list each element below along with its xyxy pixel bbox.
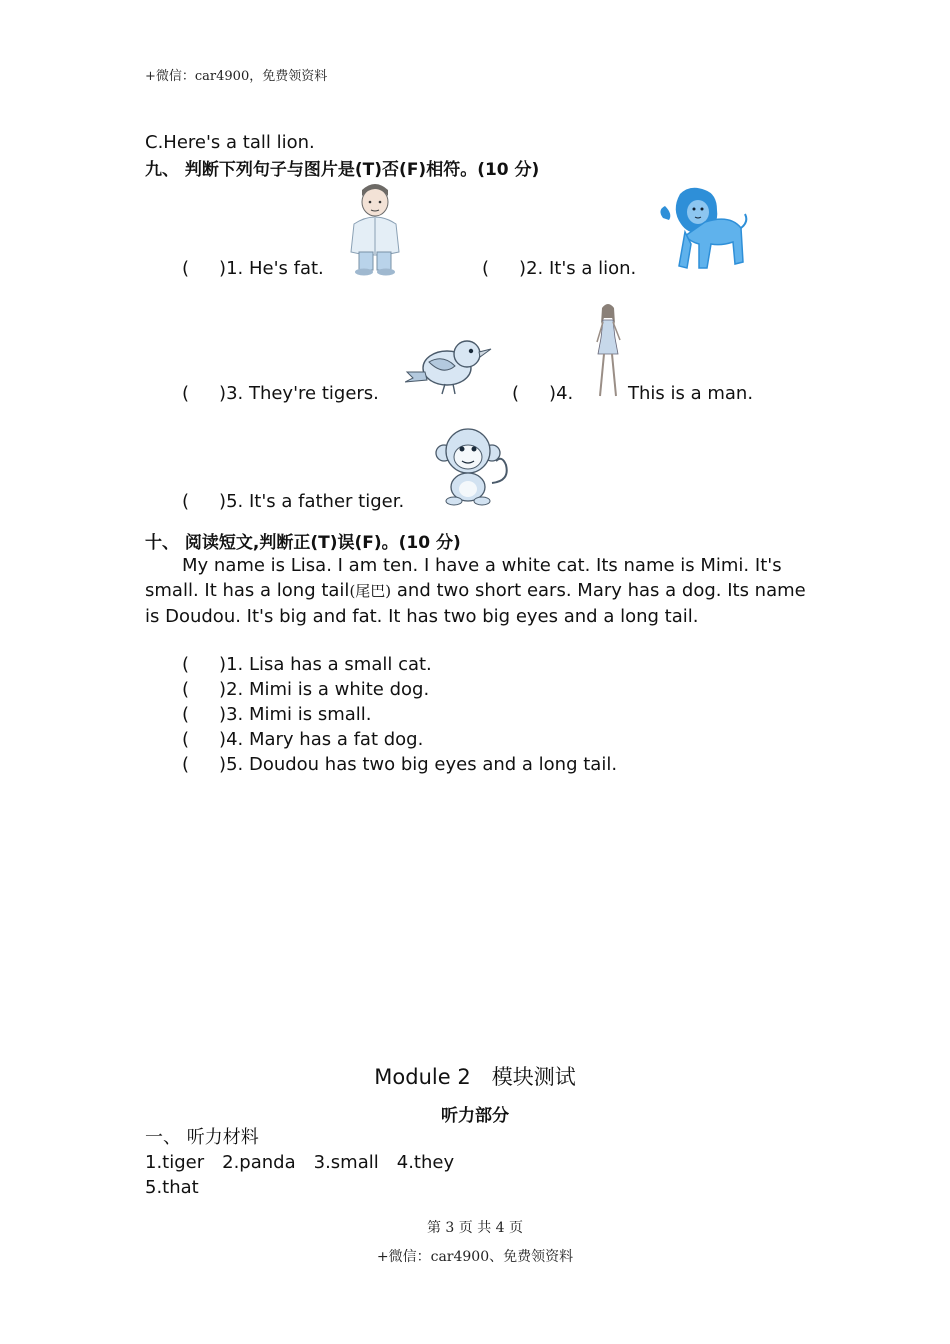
watermark-top: +微信：car4900，免费领资料 bbox=[145, 69, 328, 84]
passage-part-a: My name is Lisa. I am ten. I have a white cat. Its name is Mimi. It's small. It has a long tail bbox=[145, 555, 782, 601]
answer-blank-close: ) bbox=[519, 258, 527, 279]
s9-item3 bbox=[182, 381, 379, 406]
reading-passage bbox=[145, 553, 810, 629]
s10-item1 bbox=[182, 652, 432, 677]
answer-blank-open[interactable]: ( bbox=[182, 654, 190, 675]
s9-item4-text-after: This is a man. bbox=[628, 383, 754, 404]
page-number: 第 3 页 共 4 页 bbox=[426, 1220, 524, 1236]
answer-blank-close: ) bbox=[219, 754, 227, 775]
s9-item2-text: 2. It's a lion. bbox=[526, 258, 637, 279]
listening-subtitle: 听力部分 bbox=[441, 1106, 509, 1126]
s9-item5-text: 5. It's a father tiger. bbox=[226, 491, 405, 512]
s10-item3 bbox=[182, 702, 372, 727]
answer-blank-open[interactable]: ( bbox=[512, 383, 520, 404]
s10-item5 bbox=[182, 752, 617, 777]
module-title: Module 2 模块测试 bbox=[374, 1065, 576, 1089]
monkey-picture bbox=[430, 425, 512, 507]
s10-item2 bbox=[182, 677, 429, 702]
section9-heading: 九、 判断下列句子与图片是(T)否(F)相符。(10 分) bbox=[145, 160, 540, 180]
listening-words-line1: 1.tiger 2.panda 3.small 4.they bbox=[145, 1152, 455, 1173]
s9-item5 bbox=[182, 489, 404, 514]
answer-blank-open[interactable]: ( bbox=[182, 704, 190, 725]
woman-picture bbox=[588, 302, 628, 402]
s9-item1-text: 1. He's fat. bbox=[226, 258, 324, 279]
s10-item2-text: 2. Mimi is a white dog. bbox=[226, 679, 430, 700]
s9-item4-text: 4. bbox=[556, 383, 574, 404]
s9-item3-text: 3. They're tigers. bbox=[226, 383, 379, 404]
answer-blank-open[interactable]: ( bbox=[482, 258, 490, 279]
bird-picture bbox=[405, 332, 495, 402]
previous-option-c: C.Here's a tall lion. bbox=[145, 132, 315, 153]
section10-heading: 十、 阅读短文,判断正(T)误(F)。(10 分) bbox=[145, 533, 461, 553]
answer-blank-close: ) bbox=[219, 704, 227, 725]
s9-item1 bbox=[182, 256, 324, 281]
answer-blank-close: ) bbox=[219, 679, 227, 700]
s9-item2 bbox=[482, 256, 636, 281]
answer-blank-close: ) bbox=[219, 654, 227, 675]
answer-blank-open[interactable]: ( bbox=[182, 491, 190, 512]
s10-item4-text: 4. Mary has a fat dog. bbox=[226, 729, 424, 750]
answer-blank-open[interactable]: ( bbox=[182, 729, 190, 750]
s9-item4 bbox=[512, 381, 573, 406]
answer-blank-close: ) bbox=[219, 729, 227, 750]
answer-blank-open[interactable]: ( bbox=[182, 754, 190, 775]
s10-item3-text: 3. Mimi is small. bbox=[226, 704, 372, 725]
answer-blank-close: ) bbox=[219, 258, 227, 279]
fat-boy-picture bbox=[344, 180, 406, 276]
listening-part1: 一、 听力材料 bbox=[145, 1127, 259, 1148]
answer-blank-open[interactable]: ( bbox=[182, 383, 190, 404]
answer-blank-close: ) bbox=[219, 491, 227, 512]
s10-item5-text: 5. Doudou has two big eyes and a long tail. bbox=[226, 754, 618, 775]
lion-picture bbox=[655, 184, 750, 276]
answer-blank-close: ) bbox=[219, 383, 227, 404]
listening-words-line2: 5.that bbox=[145, 1177, 199, 1198]
passage-note: (尾巴) bbox=[349, 582, 392, 600]
passage-part-b: and two short ears. Mary has a dog. Its name is Doudou. It's big and fat. It has two big eyes and a long tail. bbox=[145, 580, 806, 627]
s10-item1-text: 1. Lisa has a small cat. bbox=[226, 654, 432, 675]
answer-blank-open[interactable]: ( bbox=[182, 679, 190, 700]
answer-blank-open[interactable]: ( bbox=[182, 258, 190, 279]
watermark-bottom: +微信：car4900、免费领资料 bbox=[376, 1249, 574, 1265]
answer-blank-close: ) bbox=[549, 383, 557, 404]
s10-item4 bbox=[182, 727, 423, 752]
